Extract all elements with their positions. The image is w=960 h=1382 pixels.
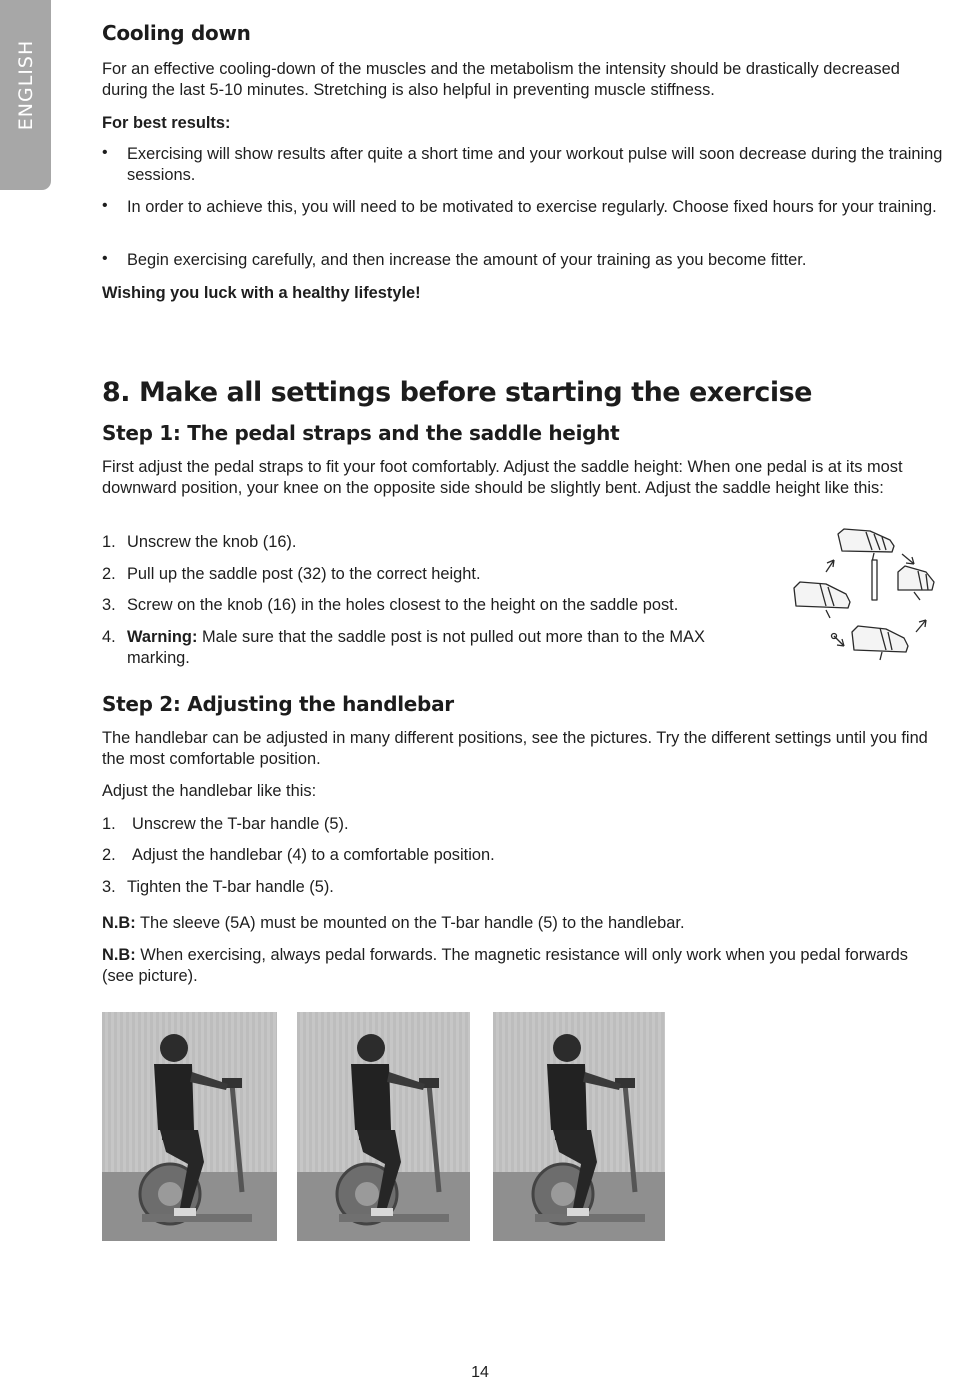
list-text: Tighten the T-bar handle (5). xyxy=(127,878,334,896)
list-item: In order to achieve this, you will need to be motivated to exercise regularly. Choose fixed hours for your training. xyxy=(127,198,937,216)
list-item: Exercising will show results after quite a short time and your workout pulse will soon decrease during the training sessions. xyxy=(127,145,943,184)
step2-title: Step 2: Adjusting the handlebar xyxy=(102,692,454,716)
note-text: When exercising, always pedal forwards. The magnetic resistance will only work when you pedal forwards (see picture). xyxy=(102,946,908,985)
bike-photo-1 xyxy=(102,1012,277,1241)
note-text: The sleeve (5A) must be mounted on the T-bar handle (5) to the handlebar. xyxy=(135,914,685,932)
note xyxy=(102,913,685,934)
list-item xyxy=(102,877,334,898)
note-label: N.B: xyxy=(102,946,136,964)
pedal-rotation-diagram xyxy=(790,522,935,664)
warning-label: Warning: xyxy=(127,628,198,646)
best-results-label: For best results: xyxy=(102,114,231,132)
list-number: 3. xyxy=(102,596,116,614)
list-item xyxy=(102,845,495,866)
list-number: 2. xyxy=(102,565,116,583)
list-number: 4. xyxy=(102,628,116,646)
section-title: 8. Make all settings before starting the exercise xyxy=(102,377,812,408)
bullet-dot: • xyxy=(102,250,108,267)
list-text: Screw on the knob (16) in the holes closest to the height on the saddle post. xyxy=(127,596,679,614)
note xyxy=(102,945,932,987)
bullet-dot: • xyxy=(102,197,108,214)
list-text: Unscrew the knob (16). xyxy=(127,533,297,551)
step2-intro: The handlebar can be adjusted in many different positions, see the pictures. Try the different settings until you find the most comfortable position. xyxy=(102,729,928,768)
list-item xyxy=(102,595,678,616)
list-item xyxy=(102,564,481,585)
bike-photo-3 xyxy=(493,1012,665,1241)
closing-wish: Wishing you luck with a healthy lifestyle! xyxy=(102,284,421,302)
bike-photo-2 xyxy=(297,1012,470,1241)
list-number: 2. xyxy=(102,846,116,864)
list-item xyxy=(102,814,349,835)
note-label: N.B: xyxy=(102,914,136,932)
list-item: Begin exercising carefully, and then increase the amount of your training as you become fitter. xyxy=(127,251,807,269)
list-text: Pull up the saddle post (32) to the correct height. xyxy=(127,565,481,583)
bullet-dot: • xyxy=(102,144,108,161)
cooling-intro: For an effective cooling-down of the muscles and the metabolism the intensity should be drastically decreased during the last 5-10 minutes. Stretching is also helpful in preventing muscle stiffness. xyxy=(102,60,900,99)
page-number: 14 xyxy=(471,1364,489,1381)
list-text: Male sure that the saddle post is not pulled out more than to the MAX marking. xyxy=(127,628,705,667)
step1-title: Step 1: The pedal straps and the saddle height xyxy=(102,421,620,445)
list-text: Unscrew the T-bar handle (5). xyxy=(132,815,349,833)
cooling-bullet-list xyxy=(102,144,960,269)
list-item xyxy=(102,532,296,553)
list-number: 1. xyxy=(102,815,116,833)
list-number: 3. xyxy=(102,878,116,896)
step1-intro: First adjust the pedal straps to fit your foot comfortably. Adjust the saddle height: When one pedal is at its most downward position, your knee on the opposite side should be slightly bent. Adjust the saddle height like this: xyxy=(102,458,903,497)
language-label: ENGLISH xyxy=(14,39,37,131)
cooling-title: Cooling down xyxy=(102,21,251,45)
list-number: 1. xyxy=(102,533,116,551)
list-text: Adjust the handlebar (4) to a comfortable position. xyxy=(132,846,495,864)
language-tab xyxy=(0,0,51,190)
adjust-label: Adjust the handlebar like this: xyxy=(102,782,317,800)
list-item xyxy=(102,627,772,669)
